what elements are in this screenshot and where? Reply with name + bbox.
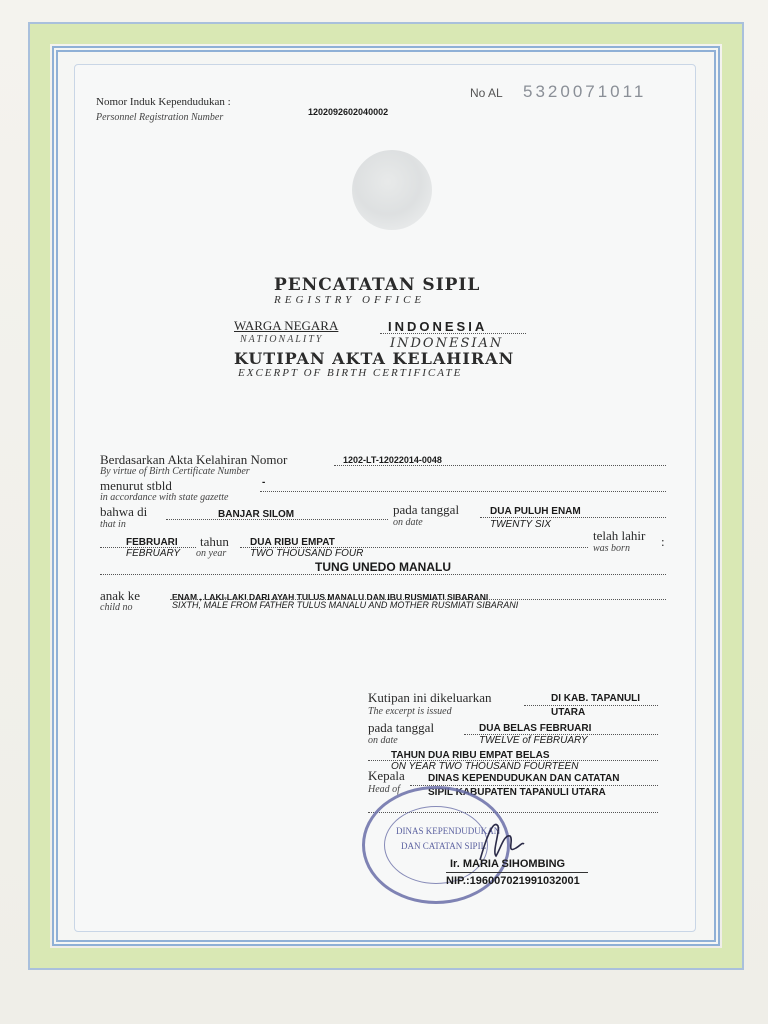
office-title-en: REGISTRY OFFICE <box>274 294 426 306</box>
child-no-label-en: child no <box>100 602 133 613</box>
born-label-en: was born <box>593 543 630 554</box>
colon: : <box>661 534 665 549</box>
stbld-label: menurut stbld <box>100 478 172 493</box>
birth-cert-value: 1202-LT-12022014-0048 <box>343 455 442 465</box>
certificate-number-label: No AL <box>470 86 503 100</box>
child-name: TUNG UNEDO MANALU <box>315 560 451 574</box>
date-value: DUA PULUH ENAM <box>490 506 581 517</box>
signatory-name: Ir. MARIA SIHOMBING <box>450 858 566 870</box>
garuda-emblem-watermark <box>352 150 432 230</box>
head-value-1: DINAS KEPENDUDUKAN DAN CATATAN <box>428 773 620 784</box>
issued-year-value-en: ON YEAR TWO THOUSAND FOURTEEN <box>391 761 579 772</box>
birth-cert-dotted-line <box>334 465 666 466</box>
stbld-dotted-line <box>260 491 666 492</box>
issued-date-value-en: TWELVE of FEBRUARY <box>479 735 588 746</box>
nik-label-en: Personnel Registration Number <box>96 112 224 123</box>
year-value-en: TWO THOUSAND FOUR <box>250 548 364 559</box>
nationality-dotted-line <box>380 333 526 334</box>
born-label: telah lahir <box>593 528 646 543</box>
child-no-value: ENAM , LAKI-LAKI DARI AYAH TULUS MANALU DAN IBU RUSMIATI SIBARANI <box>172 592 489 602</box>
stbld-value: - <box>262 477 266 488</box>
issued-value-1: DI KAB. TAPANULI <box>551 693 641 704</box>
head-label: Kepala <box>368 768 405 783</box>
month-value-en: FEBRUARY <box>126 548 181 559</box>
year-value: DUA RIBU EMPAT <box>250 537 335 548</box>
month-value: FEBRUARI <box>126 537 178 548</box>
birth-cert-label-en: By virtue of Birth Certificate Number <box>100 466 250 477</box>
issued-label-en: The excerpt is issued <box>368 706 452 717</box>
birth-cert-label: Berdasarkan Akta Kelahiran Nomor <box>100 452 288 467</box>
nationality-label-en: NATIONALITY <box>240 334 324 345</box>
issued-value-2: UTARA <box>551 707 586 718</box>
nik-value: 1202092602040002 <box>308 107 389 117</box>
document-title: KUTIPAN AKTA KELAHIRAN <box>234 349 515 368</box>
issued-label: Kutipan ini dikeluarkan <box>368 690 492 705</box>
issued-year-value: TAHUN DUA RIBU EMPAT BELAS <box>391 750 550 761</box>
date-dotted-line <box>480 517 666 518</box>
issued-date-label: pada tanggal <box>368 720 435 735</box>
signatory-nip: NIP.:196007021991032001 <box>446 875 580 887</box>
place-value: BANJAR SILOM <box>218 509 295 520</box>
year-label-en: on year <box>196 548 227 559</box>
head-label-en: Head of <box>368 784 400 795</box>
issued-date-label-en: on date <box>368 735 398 746</box>
office-title: PENCATATAN SIPIL <box>274 275 481 295</box>
child-no-value-en: SIXTH, MALE FROM FATHER TULUS MANALU AND MOTHER RUSMIATI SIBARANI <box>172 600 519 610</box>
nationality-value: INDONESIA <box>388 319 488 334</box>
nik-label: Nomor Induk Kependudukan : <box>96 96 231 108</box>
stamp-line-2: DAN CATATAN SIPIL <box>401 841 487 851</box>
child-no-label: anak ke <box>100 588 141 603</box>
head-value-2: SIPIL KABUPATEN TAPANULI UTARA <box>428 787 606 798</box>
date-value-en: TWENTY SIX <box>490 519 551 530</box>
issued-date-value: DUA BELAS FEBRUARI <box>479 723 592 734</box>
date-label-en: on date <box>393 517 423 528</box>
child-name-dotted-line <box>100 574 666 575</box>
signature-line <box>446 872 588 873</box>
date-label: pada tanggal <box>393 502 460 517</box>
year-label: tahun <box>200 534 229 549</box>
nationality-value-en: INDONESIAN <box>390 336 504 351</box>
issued-dotted-line <box>524 705 658 706</box>
nationality-label: WARGA NEGARA <box>234 318 339 333</box>
place-label: bahwa di <box>100 504 148 519</box>
stamp-line-1: DINAS KEPENDUDUKAN <box>396 826 501 836</box>
place-label-en: that in <box>100 519 126 530</box>
certificate-number: 5320071011 <box>523 82 647 101</box>
stbld-label-en: in accordance with state gazette <box>100 492 229 503</box>
document-title-en: EXCERPT OF BIRTH CERTIFICATE <box>238 367 463 379</box>
